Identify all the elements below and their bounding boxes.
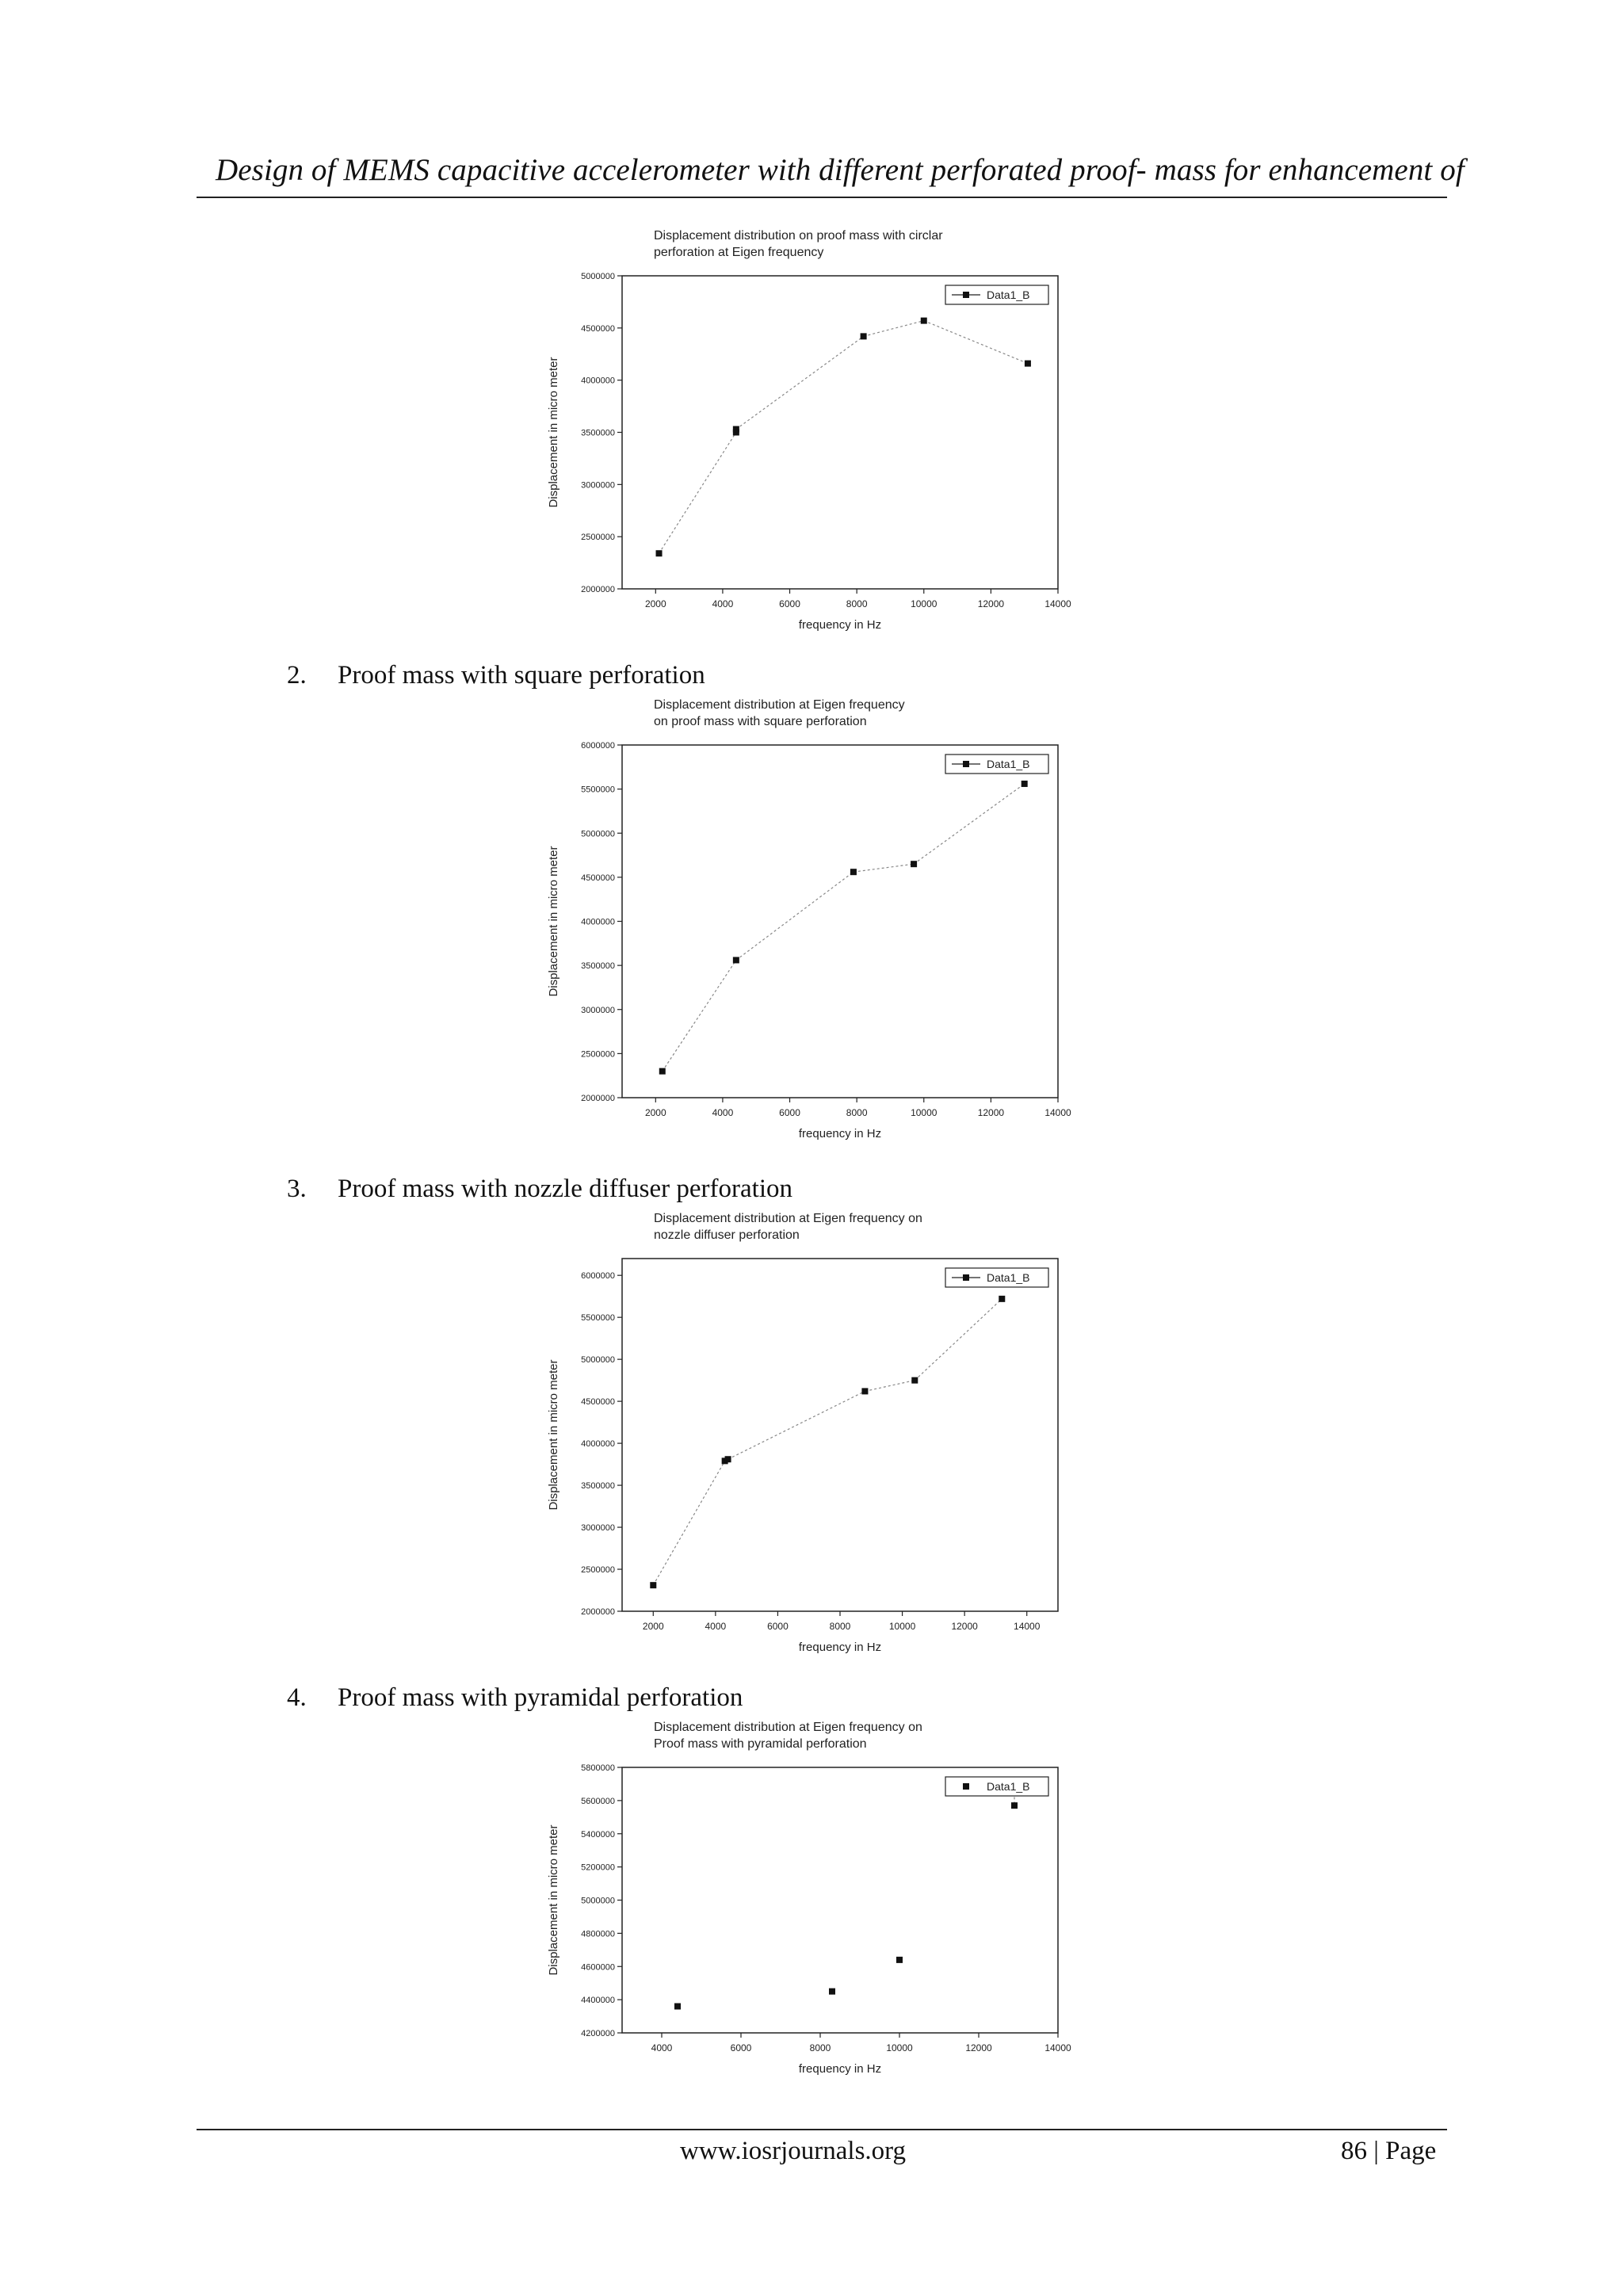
data-point (911, 861, 917, 867)
x-tick-label: 14000 (1044, 598, 1071, 609)
y-tick-label: 3000000 (581, 1005, 615, 1015)
x-tick-label: 10000 (886, 2042, 913, 2053)
x-tick-label: 12000 (965, 2042, 992, 2053)
y-tick-label: 5000000 (581, 272, 615, 281)
legend-label: Data1_B (987, 758, 1030, 770)
data-point (1022, 781, 1028, 787)
x-tick-label: 2000 (642, 1621, 664, 1632)
legend-marker (963, 1274, 969, 1281)
data-point (850, 869, 857, 875)
running-header (197, 149, 1465, 198)
y-axis-label: Displacement in micro meter (547, 357, 560, 508)
data-point (656, 550, 663, 556)
legend-marker (963, 1783, 969, 1790)
data-point (1025, 361, 1031, 367)
footer-page-number: 86 | Page (1341, 2137, 1437, 2165)
data-point (733, 426, 739, 433)
x-axis-label: frequency in Hz (798, 618, 882, 632)
chart-title-line: Displacement distribution at Eigen frequency on (654, 1212, 922, 1225)
x-tick-label: 4000 (651, 2042, 673, 2053)
x-tick-label: 2000 (644, 598, 666, 609)
y-tick-label: 2000000 (581, 1094, 615, 1103)
x-tick-label: 14000 (1044, 2042, 1071, 2053)
x-tick-label: 6000 (779, 598, 800, 609)
chart-title-line: Displacement distribution at Eigen frequency (654, 698, 905, 712)
y-tick-label: 4600000 (581, 1962, 615, 1973)
data-point (1011, 1802, 1018, 1809)
x-tick-label: 8000 (846, 1107, 868, 1118)
y-tick-label: 3500000 (581, 1481, 615, 1492)
x-tick-label: 8000 (829, 1621, 851, 1632)
data-point (650, 1582, 656, 1588)
y-tick-label: 5400000 (581, 1829, 615, 1839)
series-line (659, 433, 736, 554)
data-point (674, 2004, 681, 2010)
y-tick-label: 3500000 (581, 428, 615, 438)
chart-square-perforation (539, 697, 1078, 1149)
chart-square-svg (539, 697, 1078, 1149)
y-tick-label: 2500000 (581, 1049, 615, 1060)
y-tick-label: 4000000 (581, 1439, 615, 1450)
footer-url[interactable]: www.iosrjournals.org (680, 2137, 907, 2165)
x-tick-label: 12000 (951, 1621, 978, 1632)
series-line (864, 321, 924, 337)
chart-circular-svg (539, 228, 1078, 640)
plot-frame (622, 276, 1058, 589)
series-line (854, 864, 914, 872)
plot-frame (622, 745, 1058, 1098)
x-axis-label: frequency in Hz (798, 1641, 882, 1654)
y-tick-label: 5000000 (581, 1896, 615, 1906)
y-axis-label: Displacement in micro meter (547, 846, 560, 997)
data-point (659, 1068, 666, 1075)
section-number: 4. (287, 1683, 307, 1712)
x-tick-label: 8000 (809, 2042, 831, 2053)
series-line (736, 336, 864, 429)
section-title: Proof mass with nozzle diffuser perforation (338, 1175, 792, 1203)
y-tick-label: 3000000 (581, 1523, 615, 1534)
series-line (663, 960, 736, 1071)
y-tick-label: 3000000 (581, 480, 615, 491)
legend-label: Data1_B (987, 1271, 1030, 1284)
y-tick-label: 4500000 (581, 1397, 615, 1408)
x-tick-label: 14000 (1044, 1107, 1071, 1118)
data-point (999, 1296, 1005, 1302)
x-tick-label: 8000 (846, 598, 868, 609)
section-heading-4 (287, 1683, 743, 1713)
x-tick-label: 4000 (712, 598, 734, 609)
y-tick-label: 5600000 (581, 1796, 615, 1806)
y-tick-label: 4400000 (581, 1996, 615, 2006)
data-point (733, 957, 739, 963)
series-line (865, 1381, 915, 1392)
footer-rule (197, 2129, 1447, 2130)
x-axis-label: frequency in Hz (798, 2062, 882, 2076)
series-line (728, 1391, 865, 1459)
y-tick-label: 2500000 (581, 533, 615, 543)
y-tick-label: 6000000 (581, 741, 615, 751)
legend-label: Data1_B (987, 1780, 1030, 1793)
series-line (736, 872, 854, 960)
y-axis-label: Displacement in micro meter (547, 1824, 560, 1976)
y-tick-label: 5800000 (581, 1763, 615, 1773)
x-tick-label: 14000 (1014, 1621, 1041, 1632)
y-tick-label: 2500000 (581, 1565, 615, 1576)
chart-circular-perforation (539, 228, 1078, 640)
y-tick-label: 4000000 (581, 917, 615, 927)
section-title: Proof mass with pyramidal perforation (338, 1683, 743, 1712)
y-tick-label: 4800000 (581, 1929, 615, 1939)
y-tick-label: 6000000 (581, 1271, 615, 1282)
y-tick-label: 5000000 (581, 829, 615, 839)
legend-label: Data1_B (987, 288, 1030, 301)
x-tick-label: 6000 (779, 1107, 800, 1118)
x-tick-label: 6000 (767, 1621, 789, 1632)
legend-marker (963, 761, 969, 767)
series-line (653, 1461, 724, 1585)
x-axis-label: frequency in Hz (798, 1127, 882, 1140)
data-point (829, 1988, 835, 1995)
y-tick-label: 5200000 (581, 1862, 615, 1873)
x-tick-label: 12000 (977, 598, 1005, 609)
section-heading-3 (287, 1175, 792, 1204)
series-line (915, 1299, 1002, 1381)
y-tick-label: 2000000 (581, 1607, 615, 1617)
y-tick-label: 4500000 (581, 873, 615, 883)
section-heading-2 (287, 661, 705, 690)
y-tick-label: 5500000 (581, 785, 615, 795)
plot-frame (622, 1259, 1058, 1611)
y-axis-label: Displacement in micro meter (547, 1359, 560, 1511)
chart-pyramidal-svg (539, 1720, 1078, 2084)
y-tick-label: 3500000 (581, 961, 615, 972)
data-point (896, 1957, 903, 1963)
chart-title-line: perforation at Eigen frequency (654, 246, 824, 259)
x-tick-label: 10000 (888, 1621, 916, 1632)
section-number: 3. (287, 1175, 307, 1203)
plot-frame (622, 1767, 1058, 2033)
y-tick-label: 5000000 (581, 1355, 615, 1366)
chart-nozzle-diffuser-perforation (539, 1211, 1078, 1663)
x-tick-label: 2000 (644, 1107, 666, 1118)
legend-marker (963, 292, 969, 298)
data-point (725, 1456, 731, 1462)
data-point (911, 1377, 918, 1384)
chart-title-line: nozzle diffuser perforation (654, 1228, 800, 1242)
y-tick-label: 4200000 (581, 2029, 615, 2038)
series-line (924, 321, 1028, 364)
chart-nozzle-svg (539, 1211, 1078, 1663)
data-point (861, 1388, 868, 1394)
chart-title-line: Displacement distribution on proof mass with circlar (654, 229, 943, 243)
series-line (914, 784, 1025, 864)
y-tick-label: 4000000 (581, 376, 615, 386)
chart-title-line: Proof mass with pyramidal perforation (654, 1737, 867, 1751)
data-point (861, 333, 867, 339)
y-tick-label: 4500000 (581, 323, 615, 334)
data-point (921, 318, 927, 324)
x-tick-label: 12000 (977, 1107, 1005, 1118)
x-tick-label: 6000 (730, 2042, 752, 2053)
y-tick-label: 5500000 (581, 1313, 615, 1324)
x-tick-label: 4000 (705, 1621, 727, 1632)
x-tick-label: 10000 (911, 1107, 938, 1118)
chart-pyramidal-perforation (539, 1720, 1078, 2084)
x-tick-label: 4000 (712, 1107, 734, 1118)
section-number: 2. (287, 661, 307, 690)
section-title: Proof mass with square perforation (338, 661, 705, 690)
chart-title-line: on proof mass with square perforation (654, 715, 867, 728)
x-tick-label: 10000 (911, 598, 938, 609)
y-tick-label: 2000000 (581, 585, 615, 594)
header-title: Design of MEMS capacitive accelerometer with different perforated proof- mass for enhancement of (216, 153, 1465, 187)
chart-title-line: Displacement distribution at Eigen frequency on (654, 1721, 922, 1734)
